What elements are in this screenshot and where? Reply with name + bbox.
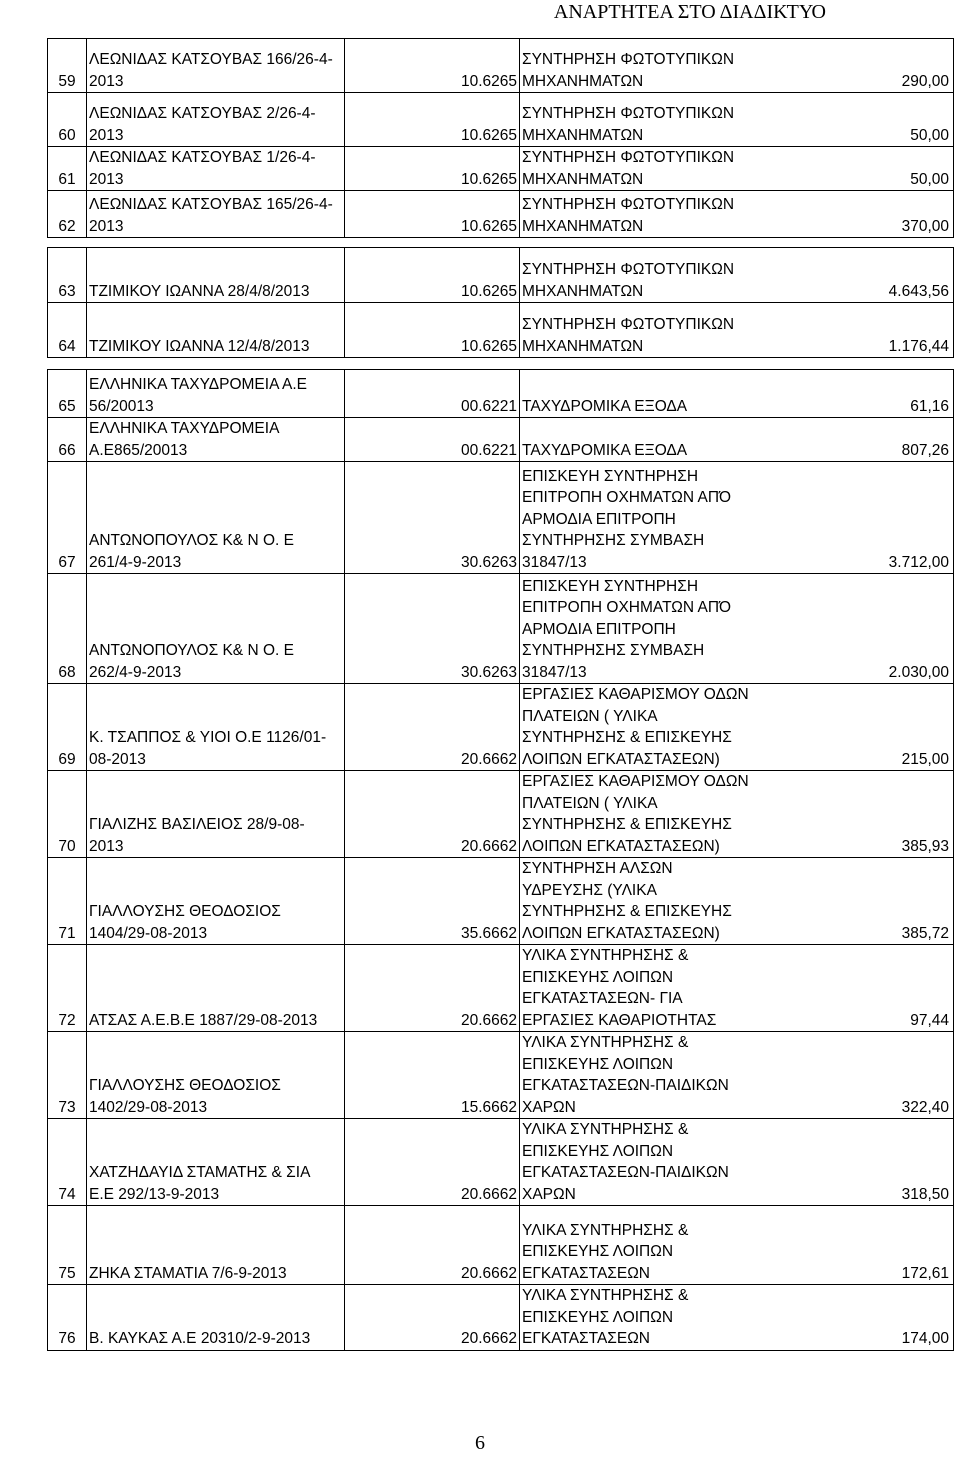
description-cell	[520, 1119, 954, 1206]
description-text: ΤΑΧΥΔΡΟΜΙΚΑ ΕΞΟΔΑ	[522, 441, 688, 459]
row-number: 68	[48, 574, 87, 684]
expense-table-body	[48, 39, 954, 1351]
row-number: 65	[48, 370, 87, 418]
amount-value: 61,16	[910, 397, 949, 415]
description-text: ΕΡΓΑΣΙΕΣ ΚΑΘΑΡΙΣΜΟΥ ΟΔΩΝ ΠΛΑΤΕΙΩΝ ( ΥΛΙΚΑ ΣΥΝΤΗΡΗΣΗΣ & ΕΠΙΣΚΕΥΗΣ ΛΟΙΠΩΝ ΕΓΚΑΤΑΣΤΑΣΕΩΝ)	[522, 773, 749, 855]
table-row	[48, 858, 954, 945]
amount-value: 3.712,00	[888, 553, 949, 571]
amount-value: 385,72	[901, 924, 949, 942]
row-number: 67	[48, 462, 87, 574]
row-number: 60	[48, 93, 87, 147]
account-code: 30.6263	[345, 462, 520, 574]
account-code: 20.6662	[345, 1119, 520, 1206]
description-cell	[520, 1285, 954, 1351]
description-cell	[520, 93, 954, 147]
description-cell	[520, 1032, 954, 1119]
account-code: 30.6263	[345, 574, 520, 684]
payee-cell	[87, 248, 345, 303]
account-code: 20.6662	[345, 684, 520, 771]
description-text: ΕΠΙΣΚΕΥΗ ΣΥΝΤΗΡΗΣΗ ΕΠΙΤΡΟΠΗ ΟΧΗΜΑΤΩΝ ΑΠΌ ΑΡΜΟΔΙΑ ΕΠΙΤΡΟΠΗ ΣΥΝΤΗΡΗΣΗΣ ΣΥΜΒΑΣΗ 31847/13	[522, 467, 732, 571]
amount-value: 370,00	[901, 217, 949, 235]
amount-value: 807,26	[901, 441, 949, 459]
payee-name: ΛΕΩΝΙΔΑΣ ΚΑΤΣΟΥΒΑΣ 1/26-4- 2013	[89, 149, 316, 188]
table-row	[48, 1285, 954, 1351]
payee-name: ΓΙΑΛΛΟΥΣΗΣ ΘΕΟΔΟΣΙΟΣ 1404/29-08-2013	[89, 903, 281, 942]
description-text: ΤΑΧΥΔΡΟΜΙΚΑ ΕΞΟΔΑ	[522, 397, 688, 415]
payee-cell	[87, 574, 345, 684]
description-cell	[520, 39, 954, 93]
row-number: 70	[48, 771, 87, 858]
payee-cell	[87, 1285, 345, 1351]
account-code: 10.6265	[345, 93, 520, 147]
payee-cell	[87, 1119, 345, 1206]
row-number: 64	[48, 303, 87, 358]
amount-value: 50,00	[910, 126, 949, 144]
table-row	[48, 303, 954, 358]
description-text: ΕΡΓΑΣΙΕΣ ΚΑΘΑΡΙΣΜΟΥ ΟΔΩΝ ΠΛΑΤΕΙΩΝ ( ΥΛΙΚΑ ΣΥΝΤΗΡΗΣΗΣ & ΕΠΙΣΚΕΥΗΣ ΛΟΙΠΩΝ ΕΓΚΑΤΑΣΤΑΣΕΩΝ)	[522, 686, 749, 768]
payee-cell	[87, 1032, 345, 1119]
amount-value: 322,40	[901, 1098, 949, 1116]
description-cell	[520, 574, 954, 684]
description-text: ΥΛΙΚΑ ΣΥΝΤΗΡΗΣΗΣ & ΕΠΙΣΚΕΥΗΣ ΛΟΙΠΩΝ ΕΓΚΑΤΑΣΤΑΣΕΩΝ-ΠΑΙΔΙΚΩΝ ΧΑΡΩΝ	[522, 1034, 729, 1116]
table-row	[48, 1206, 954, 1285]
row-spacer	[48, 358, 954, 370]
description-text: ΣΥΝΤΗΡΗΣΗ ΑΛΣΩΝ ΥΔΡΕΥΣΗΣ (ΥΛΙΚΑ ΣΥΝΤΗΡΗΣΗΣ & ΕΠΙΣΚΕΥΗΣ ΛΟΙΠΩΝ ΕΓΚΑΤΑΣΤΑΣΕΩΝ)	[522, 860, 732, 942]
payee-name: ΖΗΚΑ ΣΤΑΜΑΤΙΑ 7/6-9-2013	[89, 1264, 287, 1282]
account-code: 10.6265	[345, 191, 520, 238]
description-text: ΣΥΝΤΗΡΗΣΗ ΦΩΤΟΤΥΠΙΚΩΝ ΜΗΧΑΝΗΜΑΤΩΝ	[522, 261, 735, 300]
description-text: ΣΥΝΤΗΡΗΣΗ ΦΩΤΟΤΥΠΙΚΩΝ ΜΗΧΑΝΗΜΑΤΩΝ	[522, 149, 735, 188]
account-code: 10.6265	[345, 39, 520, 93]
table-row	[48, 191, 954, 238]
description-cell	[520, 462, 954, 574]
description-cell	[520, 1206, 954, 1285]
table-row	[48, 147, 954, 191]
payee-cell	[87, 684, 345, 771]
payee-name: ΕΛΛΗΝΙΚΑ ΤΑΧΥΔΡΟΜΕΙΑ Α.Ε 56/20013	[89, 376, 307, 415]
row-number: 59	[48, 39, 87, 93]
description-text: ΥΛΙΚΑ ΣΥΝΤΗΡΗΣΗΣ & ΕΠΙΣΚΕΥΗΣ ΛΟΙΠΩΝ ΕΓΚΑΤΑΣΤΑΣΕΩΝ- ΓΙΑ ΕΡΓΑΣΙΕΣ ΚΑΘΑΡΙΟΤΗΤΑΣ	[522, 947, 717, 1029]
payee-name: ΛΕΩΝΙΔΑΣ ΚΑΤΣΟΥΒΑΣ 166/26-4- 2013	[89, 51, 333, 90]
payee-cell	[87, 771, 345, 858]
payee-name: ΑΤΣΑΣ Α.Ε.Β.Ε 1887/29-08-2013	[89, 1011, 318, 1029]
table-row	[48, 1032, 954, 1119]
description-cell	[520, 147, 954, 191]
payee-cell	[87, 303, 345, 358]
payee-name: ΑΝΤΩΝΟΠΟΥΛΟΣ Κ& Ν Ο. Ε 262/4-9-2013	[89, 642, 294, 681]
account-code: 10.6265	[345, 147, 520, 191]
amount-value: 2.030,00	[888, 663, 949, 681]
row-number: 66	[48, 418, 87, 462]
page-header-title: ΑΝΑΡΤΗΤΕΑ ΣΤΟ ΔΙΑΔΙΚΤΥΟ	[553, 1, 826, 23]
payee-cell	[87, 1206, 345, 1285]
payee-name: Β. ΚΑΥΚΑΣ Α.Ε 20310/2-9-2013	[89, 1330, 311, 1347]
payee-cell	[87, 462, 345, 574]
row-number: 62	[48, 191, 87, 238]
table-row	[48, 93, 954, 147]
row-number: 74	[48, 1119, 87, 1206]
row-number: 71	[48, 858, 87, 945]
row-number: 73	[48, 1032, 87, 1119]
description-text: ΥΛΙΚΑ ΣΥΝΤΗΡΗΣΗΣ & ΕΠΙΣΚΕΥΗΣ ΛΟΙΠΩΝ ΕΓΚΑΤΑΣΤΑΣΕΩΝ-ΠΑΙΔΙΚΩΝ ΧΑΡΩΝ	[522, 1121, 729, 1203]
row-number: 72	[48, 945, 87, 1032]
account-code: 10.6265	[345, 303, 520, 358]
description-cell	[520, 684, 954, 771]
payee-cell	[87, 945, 345, 1032]
account-code: 20.6662	[345, 1206, 520, 1285]
description-text: ΣΥΝΤΗΡΗΣΗ ΦΩΤΟΤΥΠΙΚΩΝ ΜΗΧΑΝΗΜΑΤΩΝ	[522, 196, 735, 235]
account-code: 20.6662	[345, 771, 520, 858]
payee-cell	[87, 858, 345, 945]
amount-value: 4.643,56	[888, 282, 949, 300]
amount-value: 50,00	[910, 170, 949, 188]
payee-name: ΓΙΑΛΙΖΗΣ ΒΑΣΙΛΕΙΟΣ 28/9-08- 2013	[89, 816, 305, 855]
amount-value: 1.176,44	[888, 337, 949, 355]
payee-name: ΕΛΛΗΝΙΚΑ ΤΑΧΥΔΡΟΜΕΙΑ Α.Ε865/20013	[89, 420, 280, 459]
amount-value: 318,50	[901, 1185, 949, 1203]
table-row	[48, 248, 954, 303]
payee-name: ΧΑΤΖΗΔΑΥΙΔ ΣΤΑΜΑΤΗΣ & ΣΙΑ Ε.Ε 292/13-9-2013	[89, 1164, 311, 1203]
payee-name: ΤΖΙΜΙΚΟΥ ΙΩΑΝΝΑ 12/4/8/2013	[89, 337, 310, 355]
payee-cell	[87, 370, 345, 418]
payee-name: ΛΕΩΝΙΔΑΣ ΚΑΤΣΟΥΒΑΣ 2/26-4- 2013	[89, 105, 316, 144]
table-row	[48, 418, 954, 462]
table-row	[48, 39, 954, 93]
row-number: 61	[48, 147, 87, 191]
amount-value: 172,61	[901, 1264, 949, 1282]
row-spacer	[48, 238, 954, 248]
description-text: ΣΥΝΤΗΡΗΣΗ ΦΩΤΟΤΥΠΙΚΩΝ ΜΗΧΑΝΗΜΑΤΩΝ	[522, 105, 735, 144]
amount-value: 385,93	[901, 837, 949, 855]
payee-name: ΑΝΤΩΝΟΠΟΥΛΟΣ Κ& Ν Ο. Ε 261/4-9-2013	[89, 532, 294, 571]
description-text: ΣΥΝΤΗΡΗΣΗ ΦΩΤΟΤΥΠΙΚΩΝ ΜΗΧΑΝΗΜΑΤΩΝ	[522, 51, 735, 90]
description-cell	[520, 370, 954, 418]
row-number: 69	[48, 684, 87, 771]
table-row	[48, 771, 954, 858]
description-cell	[520, 248, 954, 303]
amount-value: 97,44	[910, 1011, 949, 1029]
account-code: 00.6221	[345, 418, 520, 462]
amount-value: 290,00	[901, 72, 949, 90]
account-code: 20.6662	[345, 945, 520, 1032]
payee-name: ΛΕΩΝΙΔΑΣ ΚΑΤΣΟΥΒΑΣ 165/26-4- 2013	[89, 196, 333, 235]
payee-name: Κ. ΤΣΑΠΠΟΣ & ΥΙΟΙ Ο.Ε 1126/01- 08-2013	[89, 729, 327, 768]
description-cell	[520, 191, 954, 238]
row-number: 76	[48, 1285, 87, 1351]
account-code: 20.6662	[345, 1285, 520, 1351]
table-row	[48, 945, 954, 1032]
description-cell	[520, 771, 954, 858]
payee-cell	[87, 191, 345, 238]
row-number: 75	[48, 1206, 87, 1285]
table-row	[48, 684, 954, 771]
description-cell	[520, 858, 954, 945]
row-number: 63	[48, 248, 87, 303]
account-code: 15.6662	[345, 1032, 520, 1119]
payee-cell	[87, 93, 345, 147]
description-cell	[520, 945, 954, 1032]
account-code: 00.6221	[345, 370, 520, 418]
payee-name: ΓΙΑΛΛΟΥΣΗΣ ΘΕΟΔΟΣΙΟΣ 1402/29-08-2013	[89, 1077, 281, 1116]
amount-value: 174,00	[901, 1330, 949, 1347]
payee-name: ΤΖΙΜΙΚΟΥ ΙΩΑΝΝΑ 28/4/8/2013	[89, 282, 310, 300]
page-number: 6	[475, 1432, 485, 1454]
amount-value: 215,00	[901, 750, 949, 768]
description-text: ΥΛΙΚΑ ΣΥΝΤΗΡΗΣΗΣ & ΕΠΙΣΚΕΥΗΣ ΛΟΙΠΩΝ ΕΓΚΑΤΑΣΤΑΣΕΩΝ	[522, 1287, 689, 1347]
payee-cell	[87, 147, 345, 191]
account-code: 10.6265	[345, 248, 520, 303]
description-cell	[520, 418, 954, 462]
expense-table	[47, 38, 954, 1351]
description-cell	[520, 303, 954, 358]
account-code: 35.6662	[345, 858, 520, 945]
table-row	[48, 1119, 954, 1206]
description-text: ΥΛΙΚΑ ΣΥΝΤΗΡΗΣΗΣ & ΕΠΙΣΚΕΥΗΣ ΛΟΙΠΩΝ ΕΓΚΑΤΑΣΤΑΣΕΩΝ	[522, 1221, 689, 1282]
table-row	[48, 574, 954, 684]
payee-cell	[87, 39, 345, 93]
description-text: ΕΠΙΣΚΕΥΗ ΣΥΝΤΗΡΗΣΗ ΕΠΙΤΡΟΠΗ ΟΧΗΜΑΤΩΝ ΑΠΌ ΑΡΜΟΔΙΑ ΕΠΙΤΡΟΠΗ ΣΥΝΤΗΡΗΣΗΣ ΣΥΜΒΑΣΗ 31847/13	[522, 577, 732, 681]
description-text: ΣΥΝΤΗΡΗΣΗ ΦΩΤΟΤΥΠΙΚΩΝ ΜΗΧΑΝΗΜΑΤΩΝ	[522, 316, 735, 355]
table-row	[48, 370, 954, 418]
table-row	[48, 462, 954, 574]
payee-cell	[87, 418, 345, 462]
